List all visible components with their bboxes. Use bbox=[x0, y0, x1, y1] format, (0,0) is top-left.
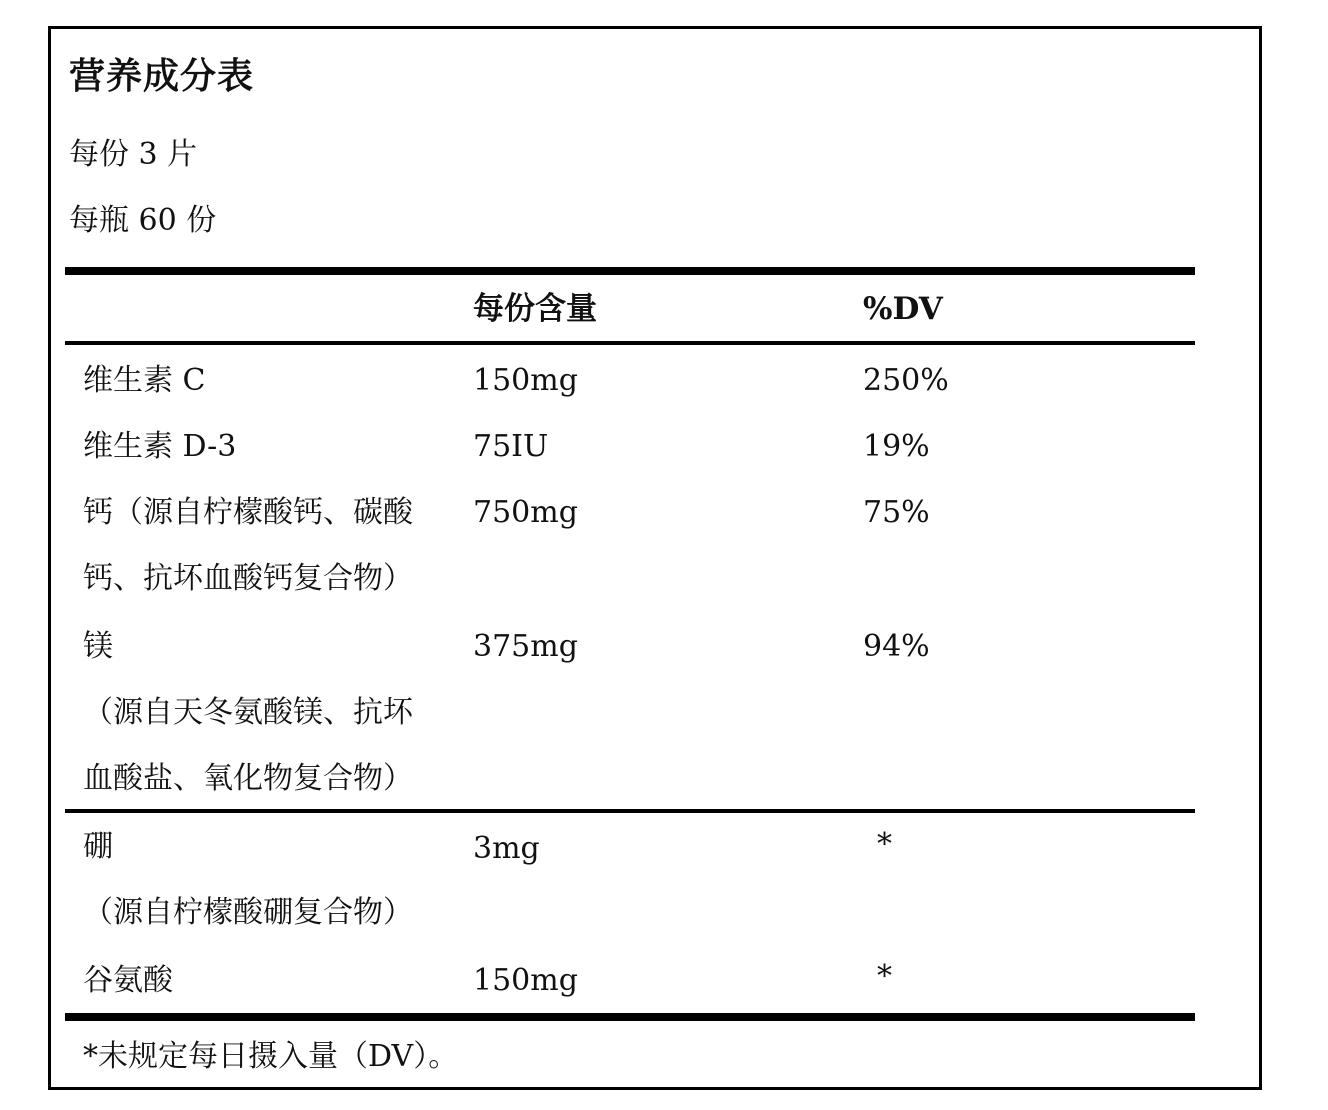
row-magnesium-amount: 375mg bbox=[473, 629, 578, 664]
nutrition-facts-panel bbox=[48, 26, 1262, 1090]
row-vitamin-d3-name: 维生素 D-3 bbox=[83, 429, 237, 464]
row-magnesium-name-line1: 镁 bbox=[83, 629, 113, 664]
row-vitamin-c-name: 维生素 C bbox=[83, 363, 206, 398]
row-calcium-name-line1: 钙（源自柠檬酸钙、碳酸 bbox=[83, 495, 413, 530]
row-glutamic-acid-name: 谷氨酸 bbox=[83, 963, 173, 998]
row-boron-name-line2: （源自柠檬酸硼复合物） bbox=[83, 895, 413, 930]
footnote: *未规定每日摄入量（DV）。 bbox=[83, 1039, 459, 1074]
row-vitamin-c-amount: 150mg bbox=[473, 363, 578, 398]
section-divider bbox=[65, 809, 1195, 813]
row-boron-amount: 3mg bbox=[473, 831, 540, 866]
row-calcium-amount: 750mg bbox=[473, 495, 578, 530]
row-boron-name-line1: 硼 bbox=[83, 829, 113, 864]
row-glutamic-acid-dv: * bbox=[877, 959, 892, 994]
row-magnesium-name-line3: 血酸盐、氧化物复合物） bbox=[83, 761, 413, 796]
row-vitamin-d3-amount: 75IU bbox=[473, 429, 549, 464]
header-dv: %DV bbox=[863, 291, 943, 327]
header-divider bbox=[65, 341, 1195, 345]
panel-title: 营养成分表 bbox=[69, 55, 255, 97]
servings-per-container: 每瓶 60 份 bbox=[69, 203, 217, 238]
thick-divider-bottom bbox=[65, 1013, 1195, 1021]
row-magnesium-dv: 94% bbox=[863, 629, 930, 664]
row-calcium-dv: 75% bbox=[863, 495, 930, 530]
thick-divider-top bbox=[65, 267, 1195, 275]
row-calcium-name-line2: 钙、抗坏血酸钙复合物） bbox=[83, 561, 413, 596]
row-vitamin-c-dv: 250% bbox=[863, 363, 949, 398]
row-magnesium-name-line2: （源自天冬氨酸镁、抗坏 bbox=[83, 695, 413, 730]
row-boron-dv: * bbox=[877, 827, 892, 862]
row-vitamin-d3-dv: 19% bbox=[863, 429, 930, 464]
serving-size: 每份 3 片 bbox=[69, 137, 198, 172]
header-amount: 每份含量 bbox=[473, 291, 597, 327]
row-glutamic-acid-amount: 150mg bbox=[473, 963, 578, 998]
